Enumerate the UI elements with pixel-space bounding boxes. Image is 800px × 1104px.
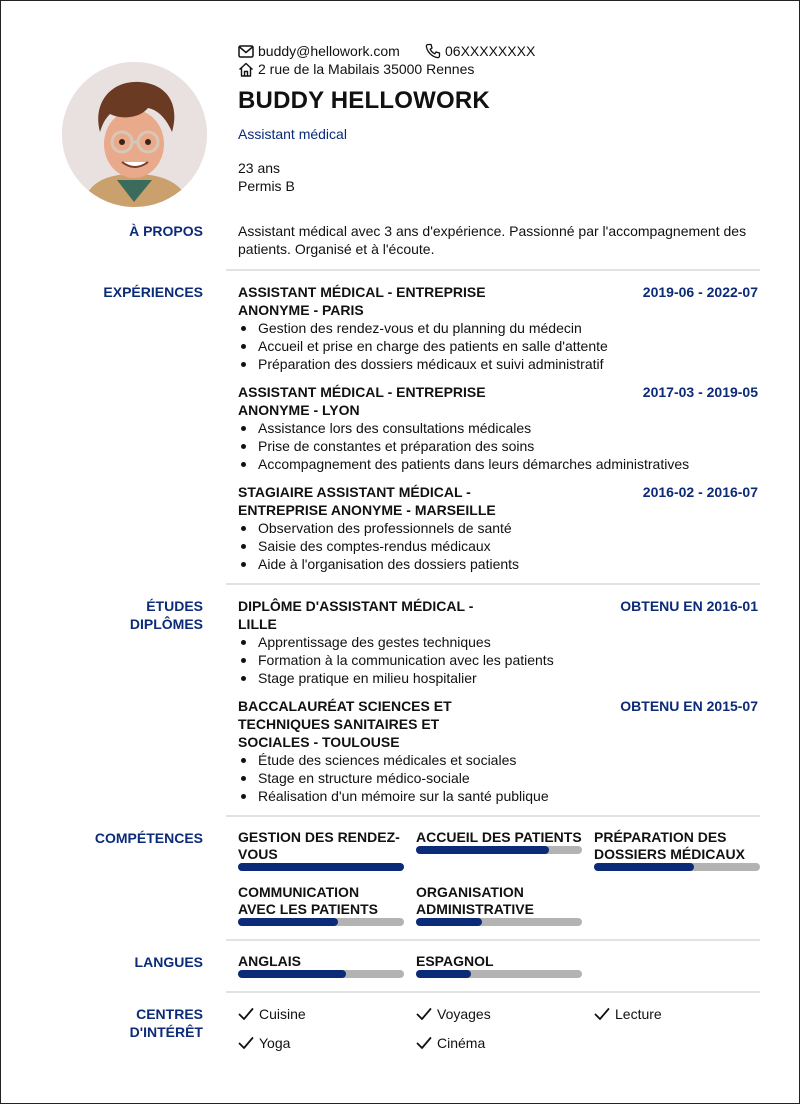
experience-bullets	[238, 419, 760, 473]
list-item: Assistance lors des consultations médicales	[238, 419, 760, 437]
driving-license: Permis B	[238, 178, 295, 194]
education-bullets	[238, 751, 760, 805]
divider	[226, 269, 760, 271]
education-title: BACCALAURÉAT SCIENCES ET TECHNIQUES SANITAIRES ET SOCIALES - TOULOUSE	[238, 698, 452, 750]
list-item: Étude des sciences médicales et sociales	[238, 751, 760, 769]
envelope-icon	[238, 45, 254, 58]
age: 23 ans	[238, 160, 281, 176]
list-item: Saisie des comptes-rendus médicaux	[238, 537, 760, 555]
interest-item	[238, 1034, 290, 1052]
language-item	[416, 953, 582, 970]
education-bullets	[238, 633, 760, 687]
address-text: 2 rue de la Mabilais 35000 Rennes	[258, 61, 475, 77]
interest-label: Cinéma	[437, 1035, 486, 1051]
interest-label: Lecture	[615, 1006, 662, 1022]
interest-item	[238, 1005, 306, 1023]
language-level-fill	[416, 970, 471, 978]
skill-level-bar	[238, 918, 404, 926]
language-level-fill	[238, 970, 346, 978]
language-label: ESPAGNOL	[416, 953, 494, 969]
section-title-about: À PROPOS	[129, 223, 203, 239]
candidate-name: BUDDY HELLOWORK	[238, 87, 490, 114]
job-title: Assistant médical	[238, 126, 347, 142]
education-title: DIPLÔME D'ASSISTANT MÉDICAL - LILLE	[238, 598, 474, 632]
check-icon	[416, 1036, 432, 1050]
skill-level-bar	[594, 863, 760, 871]
check-icon	[238, 1036, 254, 1050]
list-item: Stage pratique en milieu hospitalier	[238, 669, 760, 687]
list-item: Aide à l'organisation des dossiers patients	[238, 555, 760, 573]
skill-level-fill	[416, 846, 549, 854]
phone-icon	[425, 43, 441, 59]
interest-item	[594, 1005, 662, 1023]
skill-label: PRÉPARATION DES DOSSIERS MÉDICAUX	[594, 829, 745, 862]
list-item: Préparation des dossiers médicaux et suivi administratif	[238, 355, 760, 373]
skill-label: COMMUNICATION AVEC LES PATIENTS	[238, 884, 379, 917]
skill-item	[238, 884, 404, 918]
interest-label: Yoga	[259, 1035, 291, 1051]
skill-level-bar	[416, 846, 582, 854]
education-date: OBTENU EN 2015-07	[620, 698, 758, 714]
experience-dates: 2016-02 - 2016-07	[642, 484, 758, 500]
experience-title: ASSISTANT MÉDICAL - ENTREPRISE ANONYME - LYON	[238, 384, 486, 418]
interest-label: Voyages	[437, 1006, 491, 1022]
skill-level-fill	[238, 863, 404, 871]
divider	[226, 991, 760, 993]
about-text: Assistant médical avec 3 ans d'expérience. Passionné par l'accompagnement des patients. Organisé et à l'écoute.	[238, 223, 747, 257]
divider	[226, 939, 760, 941]
experience-title: ASSISTANT MÉDICAL - ENTREPRISE ANONYME - PARIS	[238, 284, 486, 318]
experience-dates: 2017-03 - 2019-05	[642, 384, 758, 400]
education-date: OBTENU EN 2016-01	[620, 598, 758, 614]
list-item: Observation des professionnels de santé	[238, 519, 760, 537]
language-level-bar	[238, 970, 404, 978]
section-title-studies: ÉTUDES DIPLÔMES	[129, 598, 203, 632]
divider	[226, 815, 760, 817]
address-contact	[238, 60, 474, 78]
skill-level-fill	[416, 918, 482, 926]
section-title-experiences: EXPÉRIENCES	[103, 284, 203, 300]
interest-label: Cuisine	[259, 1006, 306, 1022]
skill-item	[238, 829, 404, 863]
list-item: Apprentissage des gestes techniques	[238, 633, 760, 651]
skill-item	[594, 829, 760, 863]
skill-label: GESTION DES RENDEZ- VOUS	[238, 829, 400, 862]
check-icon	[594, 1007, 610, 1021]
skill-item	[416, 829, 582, 846]
experience-bullets	[238, 319, 760, 373]
list-item: Formation à la communication avec les patients	[238, 651, 760, 669]
list-item: Accompagnement des patients dans leurs démarches administratives	[238, 455, 760, 473]
language-item	[238, 953, 404, 970]
list-item: Accueil et prise en charge des patients en salle d'attente	[238, 337, 760, 355]
email-contact	[238, 42, 400, 60]
section-title-skills: COMPÉTENCES	[94, 830, 203, 846]
skill-level-fill	[238, 918, 338, 926]
skill-item	[416, 884, 582, 918]
list-item: Prise de constantes et préparation des soins	[238, 437, 760, 455]
phone-text[interactable]: 06XXXXXXXX	[445, 43, 536, 59]
list-item: Stage en structure médico-sociale	[238, 769, 760, 787]
skill-label: ACCUEIL DES PATIENTS	[416, 829, 582, 845]
list-item: Gestion des rendez-vous et du planning du médecin	[238, 319, 760, 337]
check-icon	[416, 1007, 432, 1021]
avatar	[62, 62, 207, 207]
experience-dates: 2019-06 - 2022-07	[642, 284, 758, 300]
skill-level-fill	[594, 863, 694, 871]
experience-bullets	[238, 519, 760, 573]
interest-item	[416, 1005, 491, 1023]
phone-contact	[425, 42, 535, 60]
divider	[226, 583, 760, 585]
language-level-bar	[416, 970, 582, 978]
section-title-languages: LANGUES	[134, 954, 203, 970]
interest-item	[416, 1034, 485, 1052]
skill-level-bar	[416, 918, 582, 926]
skill-level-bar	[238, 863, 404, 871]
email-text[interactable]: buddy@hellowork.com	[258, 43, 400, 59]
section-title-interests: CENTRES D'INTÉRÊT	[129, 1006, 203, 1040]
skill-label: ORGANISATION ADMINISTRATIVE	[416, 884, 534, 917]
experience-title: STAGIAIRE ASSISTANT MÉDICAL - ENTREPRISE ANONYME - MARSEILLE	[238, 484, 496, 518]
home-icon	[238, 62, 254, 77]
list-item: Réalisation d'un mémoire sur la santé publique	[238, 787, 760, 805]
language-label: ANGLAIS	[238, 953, 301, 969]
check-icon	[238, 1007, 254, 1021]
